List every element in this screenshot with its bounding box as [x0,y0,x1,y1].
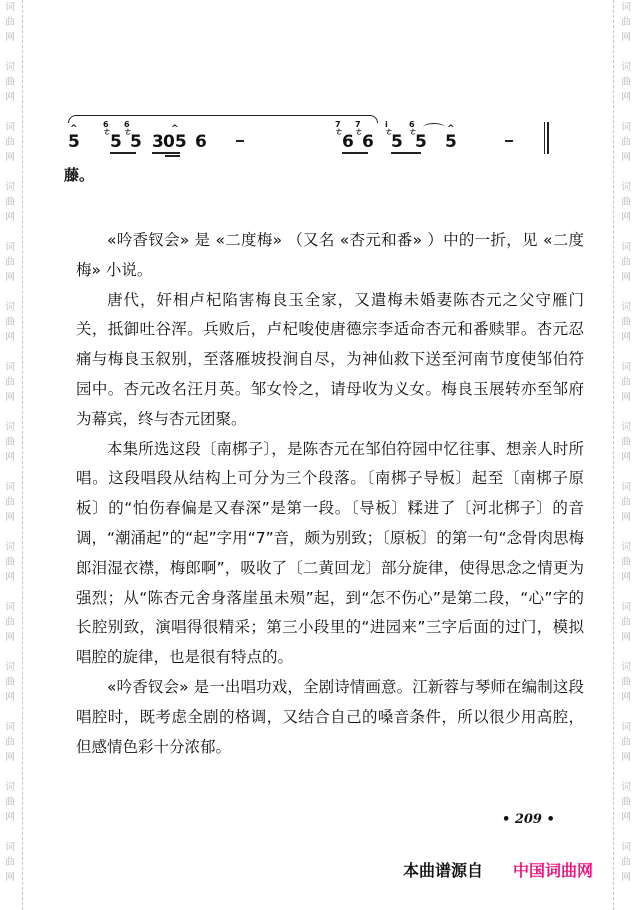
beam-underline [342,152,368,154]
watermark-char: 曲 [621,737,631,748]
watermark-char: 网 [621,812,631,823]
watermark-group [0,780,20,825]
watermark-char: 词 [5,62,15,73]
grace-number: 7 [335,120,341,129]
watermark-group [616,300,635,345]
grace-hook-icon: ㄜ [335,127,343,136]
watermark-group [616,420,635,465]
watermark-char: 网 [5,452,15,463]
duration-dash [505,140,513,142]
note: 5 [391,132,403,152]
note: 6 [362,132,374,152]
music-score [0,0,635,200]
duration-dash [236,140,244,142]
fermata-icon: ^ [447,124,455,134]
watermark-char: 词 [621,482,631,493]
watermark-char: 词 [5,542,15,553]
note: 5 [68,132,80,152]
fermata-icon: ^ [70,124,78,134]
watermark-char: 曲 [5,317,15,328]
watermark-char: 网 [5,752,15,763]
watermark-char: 曲 [5,677,15,688]
watermark-char: 曲 [621,617,631,628]
watermark-char: 网 [621,572,631,583]
watermark-char: 曲 [621,497,631,508]
watermark-char: 曲 [5,197,15,208]
watermark-group [0,600,20,645]
watermark-char: 词 [621,542,631,553]
note: 05 [163,132,187,152]
lyric-text: 藤。 [64,166,95,184]
note: 6 [195,132,207,152]
watermark-group [0,660,20,705]
paragraph: «吟香钗会» 是一出唱功戏，全剧诗情画意。江新蓉与琴师在编制这段唱腔时，既考虑全剧的格调，又结合自己的嗓音条件，所以很少用高腔，但感情色彩十分浓郁。 [76,677,584,756]
watermark-char: 词 [621,662,631,673]
watermark-group [616,480,635,525]
paragraph: 本集所选这段〔南梆子〕，是陈杏元在邹伯符园中忆往事、想亲人时所唱。这段唱段从结构上可分为三个段落。〔南梆子导板〕起至〔南梆子原板〕的“怕伤春偏是又春深”是第一段。〔导板〕糅进了〔河北梆子〕的音调，“潮涌起”的“起”字用“7”音，颇为别致；〔原板〕的第一句“念骨肉思梅郎泪湿衣襟，梅郎啊”，吸收了〔二黄回龙〕部分旋律，使得思念之情更为强烈；从“陈杏元舍身落崖虽未殒”起，到“怎不伤心”是第二段，“心”字的长腔别致，演唱得很精采；第三小段里的“进园来”三字后面的过门，模拟唱腔的旋律，也是很有特点的。 [76,439,584,667]
watermark-group [0,300,20,345]
grace-hook-icon: ㄜ [124,127,132,136]
page-number: • 209 • [502,812,555,827]
watermark-group [0,480,20,525]
watermark-char: 网 [621,692,631,703]
watermark-char: 网 [5,692,15,703]
watermark-char: 曲 [621,17,631,28]
watermark-char: 词 [5,242,15,253]
final-barline [544,122,549,154]
grace-number: 6 [409,120,415,129]
watermark-char: 网 [5,92,15,103]
watermark-char: 词 [621,602,631,613]
note: 6 [342,132,354,152]
paragraph: «吟香钗会» 是 «二度梅» （又名 «杏元和番» ）中的一折，见 «二度梅» 小说。 [76,231,584,279]
source-label: 本曲谱源自 [403,861,484,880]
watermark-char: 网 [621,632,631,643]
watermark-group [616,840,635,885]
grace-number: i [385,120,388,129]
watermark-char: 词 [621,122,631,133]
beam-underline-double [165,155,180,157]
note: 5 [445,132,457,152]
watermark-char: 词 [5,662,15,673]
watermark-char: 词 [5,302,15,313]
watermark-char: 曲 [621,317,631,328]
watermark-group [0,240,20,285]
watermark-char: 曲 [621,557,631,568]
watermark-char: 曲 [621,137,631,148]
watermark-char: 词 [5,2,15,13]
watermark-char: 曲 [5,737,15,748]
watermark-char: 曲 [621,77,631,88]
watermark-char: 网 [5,632,15,643]
watermark-char: 网 [5,212,15,223]
watermark-char: 网 [5,332,15,343]
watermark-char: 网 [621,152,631,163]
watermark-char: 网 [621,872,631,883]
watermark-group [0,420,20,465]
watermark-char: 词 [621,62,631,73]
watermark-char: 网 [5,512,15,523]
note: 5 [130,132,142,152]
phrase-bracket [68,115,378,123]
watermark-group [616,660,635,705]
watermark-char: 网 [621,392,631,403]
watermark-char: 曲 [621,797,631,808]
watermark-group [616,600,635,645]
watermark-char: 词 [621,842,631,853]
watermark-char: 词 [621,782,631,793]
watermark-char: 网 [5,872,15,883]
slur-tie [423,123,445,132]
watermark-char: 网 [5,392,15,403]
watermark-char: 网 [5,32,15,43]
watermark-char: 曲 [621,857,631,868]
fermata-icon: ^ [171,124,179,134]
watermark-char: 曲 [621,677,631,688]
watermark-char: 曲 [5,77,15,88]
watermark-char: 词 [5,422,15,433]
watermark-char: 网 [621,452,631,463]
watermark-char: 曲 [5,617,15,628]
watermark-group [616,540,635,585]
grace-number: 6 [103,120,109,129]
watermark-group [0,720,20,765]
watermark-char: 词 [5,782,15,793]
beam-underline [152,152,180,154]
watermark-char: 曲 [5,557,15,568]
watermark-char: 曲 [5,17,15,28]
watermark-char: 曲 [5,137,15,148]
watermark-char: 词 [621,422,631,433]
grace-hook-icon: ㄜ [385,127,393,136]
watermark-char: 曲 [621,377,631,388]
paragraph: 唐代，奸相卢杞陷害梅良玉全家，又遣梅未婚妻陈杏元之父守雁门关，抵御吐谷浑。兵败后，卢杞唆使唐德宗李适命杏元和番赎罪。杏元忍痛与梅良玉叙别，至落雁坡投涧自尽，为神仙救下送至河南节度使邹伯符园中。杏元改名汪月英。邹女怜之，请母收为义女。梅良玉展转亦至邹府为幕宾，终与杏元团聚。 [76,290,584,428]
note: 5 [415,132,427,152]
beam-underline [110,152,136,154]
watermark-group [616,240,635,285]
watermark-group [616,720,635,765]
watermark-char: 曲 [621,197,631,208]
watermark-char: 网 [5,572,15,583]
watermark-group [0,360,20,405]
watermark-char: 网 [621,32,631,43]
watermark-char: 网 [621,332,631,343]
watermark-char: 词 [621,362,631,373]
watermark-group [0,840,20,885]
watermark-char: 曲 [5,497,15,508]
watermark-group [616,780,635,825]
watermark-char: 曲 [5,797,15,808]
watermark-char: 网 [621,212,631,223]
watermark-char: 网 [621,92,631,103]
grace-number: 6 [124,120,130,129]
watermark-char: 词 [5,362,15,373]
watermark-char: 曲 [5,857,15,868]
watermark-group [616,360,635,405]
watermark-char: 词 [5,482,15,493]
watermark-char: 词 [621,302,631,313]
watermark-char: 词 [5,722,15,733]
beam-underline [391,152,421,154]
grace-number: 7 [355,120,361,129]
watermark-group [0,540,20,585]
watermark-char: 曲 [5,257,15,268]
watermark-char: 词 [5,602,15,613]
watermark-char: 词 [5,842,15,853]
source-brand-link[interactable]: 中国词曲网 [513,861,594,880]
watermark-char: 网 [621,272,631,283]
watermark-char: 词 [621,182,631,193]
watermark-char: 网 [5,152,15,163]
watermark-char: 曲 [5,437,15,448]
note: 5 [110,132,122,152]
watermark-char: 曲 [5,377,15,388]
grace-hook-icon: ㄜ [355,127,363,136]
watermark-char: 词 [5,182,15,193]
watermark-char: 网 [5,812,15,823]
watermark-char: 词 [621,2,631,13]
watermark-char: 词 [5,122,15,133]
watermark-char: 曲 [621,257,631,268]
watermark-char: 网 [5,272,15,283]
grace-hook-icon: ㄜ [103,127,111,136]
watermark-char: 网 [621,512,631,523]
watermark-char: 词 [621,242,631,253]
grace-hook-icon: ㄜ [409,127,417,136]
commentary-text [76,226,584,762]
watermark-char: 网 [621,752,631,763]
watermark-char: 曲 [621,437,631,448]
note: 3 [152,132,164,152]
watermark-char: 词 [621,722,631,733]
